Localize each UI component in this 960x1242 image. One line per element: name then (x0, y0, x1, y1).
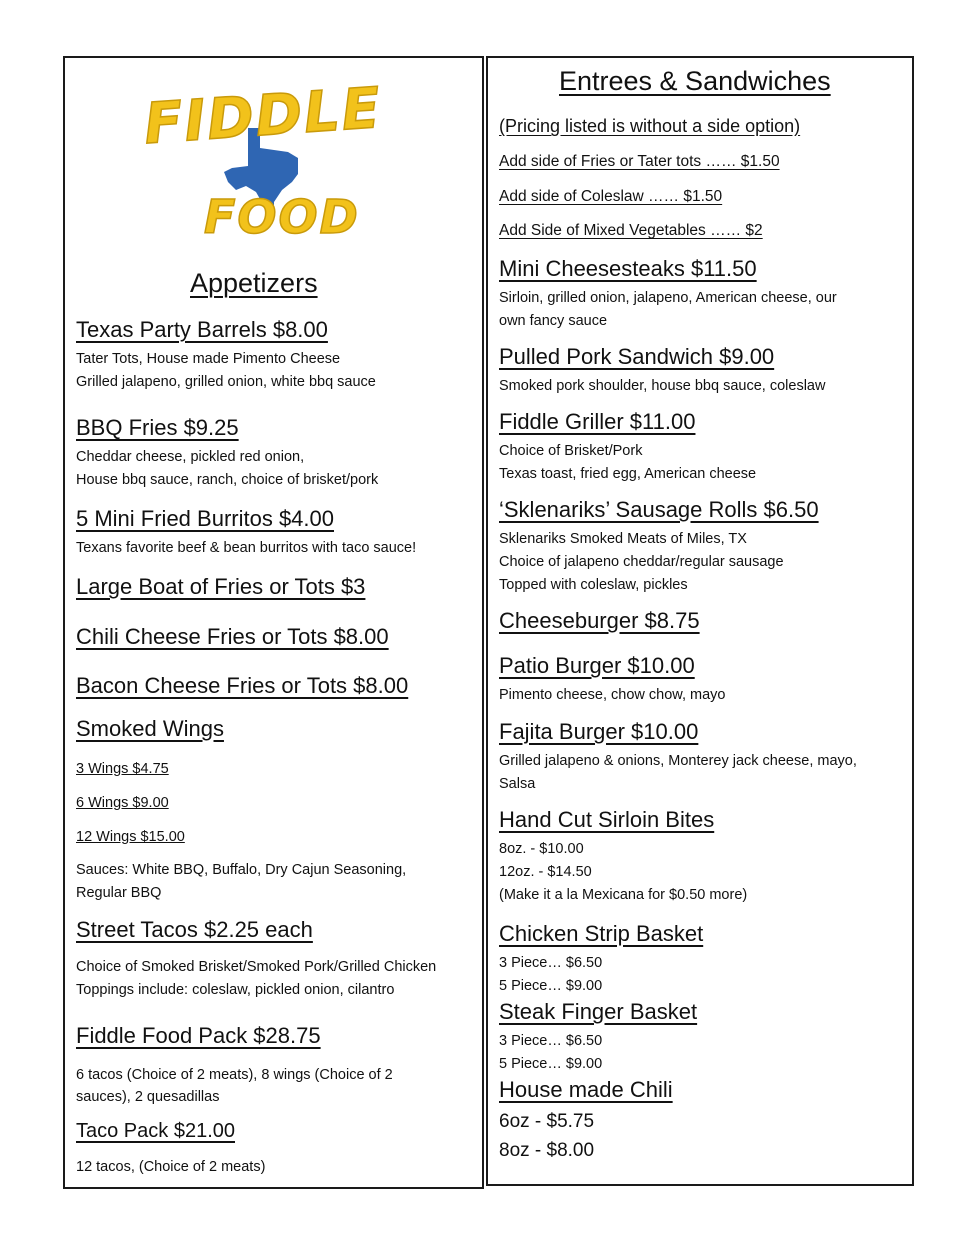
item-chili-cheese-fries: Chili Cheese Fries or Tots $8.00 (76, 624, 389, 649)
item-desc: Grilled jalapeno & onions, Monterey jack cheese, mayo, (499, 753, 857, 769)
item-pulled-pork-sandwich: Pulled Pork Sandwich $9.00 (499, 344, 775, 369)
item-desc: Grilled jalapeno, grilled onion, white bbq sauce (76, 374, 376, 390)
item-desc: 12 tacos, (Choice of 2 meats) (76, 1159, 266, 1175)
item-desc: sauces), 2 quesadillas (76, 1089, 220, 1105)
item-fiddle-food-pack: Fiddle Food Pack $28.75 (76, 1023, 321, 1048)
item-desc: 3 Piece… $6.50 (499, 1033, 603, 1049)
item-desc: Sirloin, grilled onion, jalapeno, American cheese, our (499, 290, 837, 306)
item-desc: Choice of Smoked Brisket/Smoked Pork/Grilled Chicken (76, 959, 437, 975)
item-patio-burger: Patio Burger $10.00 (499, 653, 695, 678)
logo-line-2: FOOD (204, 190, 360, 244)
item-desc: Regular BBQ (76, 885, 162, 901)
item-bbq-fries: BBQ Fries $9.25 (76, 415, 239, 440)
item-steak-finger-basket: Steak Finger Basket (499, 999, 698, 1024)
item-desc: 6 tacos (Choice of 2 meats), 8 wings (Choice of 2 (76, 1067, 393, 1083)
fiddle-food-logo (140, 75, 390, 248)
item-desc: Choice of Brisket/Pork (499, 443, 643, 459)
item-fajita-burger: Fajita Burger $10.00 (499, 719, 699, 744)
item-texas-party-barrels: Texas Party Barrels $8.00 (76, 317, 328, 342)
item-street-tacos: Street Tacos $2.25 each (76, 917, 313, 942)
item-smoked-wings: Smoked Wings (76, 716, 224, 741)
item-large-boat-fries: Large Boat of Fries or Tots $3 (76, 574, 366, 599)
item-desc: Tater Tots, House made Pimento Cheese (76, 351, 341, 367)
item-cheeseburger: Cheeseburger $8.75 (499, 608, 700, 633)
item-desc: Smoked pork shoulder, house bbq sauce, coleslaw (499, 378, 826, 394)
item-desc: 8oz. - $10.00 (499, 841, 584, 857)
logo-line-1: FIDDLE (142, 75, 384, 158)
item-house-made-chili: House made Chili (499, 1077, 673, 1102)
item-mini-fried-burritos: 5 Mini Fried Burritos $4.00 (76, 506, 334, 531)
side-option: Add side of Fries or Tater tots …… $1.50 (499, 153, 780, 170)
side-option: Add side of Coleslaw …… $1.50 (499, 188, 723, 205)
appetizers-title: Appetizers (190, 268, 318, 298)
item-desc: Sauces: White BBQ, Buffalo, Dry Cajun Seasoning, (76, 862, 407, 878)
item-desc: Topped with coleslaw, pickles (499, 577, 688, 593)
item-desc: 6oz - $5.75 (499, 1111, 595, 1132)
entrees-title: Entrees & Sandwiches (559, 66, 831, 96)
side-option: Add Side of Mixed Vegetables …… $2 (499, 222, 763, 239)
item-desc: Texans favorite beef & bean burritos with taco sauce! (76, 540, 417, 556)
item-desc: own fancy sauce (499, 313, 608, 329)
item-chicken-strip-basket: Chicken Strip Basket (499, 921, 704, 946)
item-fiddle-griller: Fiddle Griller $11.00 (499, 409, 696, 434)
item-desc: 8oz - $8.00 (499, 1140, 595, 1161)
item-desc: Sklenariks Smoked Meats of Miles, TX (499, 531, 747, 547)
item-desc: Pimento cheese, chow chow, mayo (499, 687, 726, 703)
item-desc: Salsa (499, 776, 536, 792)
item-desc: 5 Piece… $9.00 (499, 1056, 603, 1072)
item-hand-cut-sirloin-bites: Hand Cut Sirloin Bites (499, 807, 715, 832)
item-desc: 3 Piece… $6.50 (499, 955, 603, 971)
item-desc: 5 Piece… $9.00 (499, 978, 603, 994)
item-taco-pack: Taco Pack $21.00 (76, 1120, 235, 1142)
item-desc: Choice of jalapeno cheddar/regular sausage (499, 554, 784, 570)
item-mini-cheesesteaks: Mini Cheesesteaks $11.50 (499, 256, 757, 281)
item-desc: Toppings include: coleslaw, pickled onion, cilantro (76, 982, 395, 998)
item-sklenariks-sausage-rolls: ‘Sklenariks’ Sausage Rolls $6.50 (499, 497, 819, 522)
item-desc: (Make it a la Mexicana for $0.50 more) (499, 887, 748, 903)
item-desc: House bbq sauce, ranch, choice of brisket/pork (76, 472, 379, 488)
wing-option: 6 Wings $9.00 (76, 795, 169, 811)
wing-option: 3 Wings $4.75 (76, 761, 169, 777)
wing-option: 12 Wings $15.00 (76, 829, 185, 845)
item-bacon-cheese-fries: Bacon Cheese Fries or Tots $8.00 (76, 673, 409, 698)
item-desc: Cheddar cheese, pickled red onion, (76, 449, 305, 465)
item-desc: Texas toast, fried egg, American cheese (499, 466, 757, 482)
item-desc: 12oz. - $14.50 (499, 864, 592, 880)
pricing-note: (Pricing listed is without a side option) (499, 116, 801, 136)
